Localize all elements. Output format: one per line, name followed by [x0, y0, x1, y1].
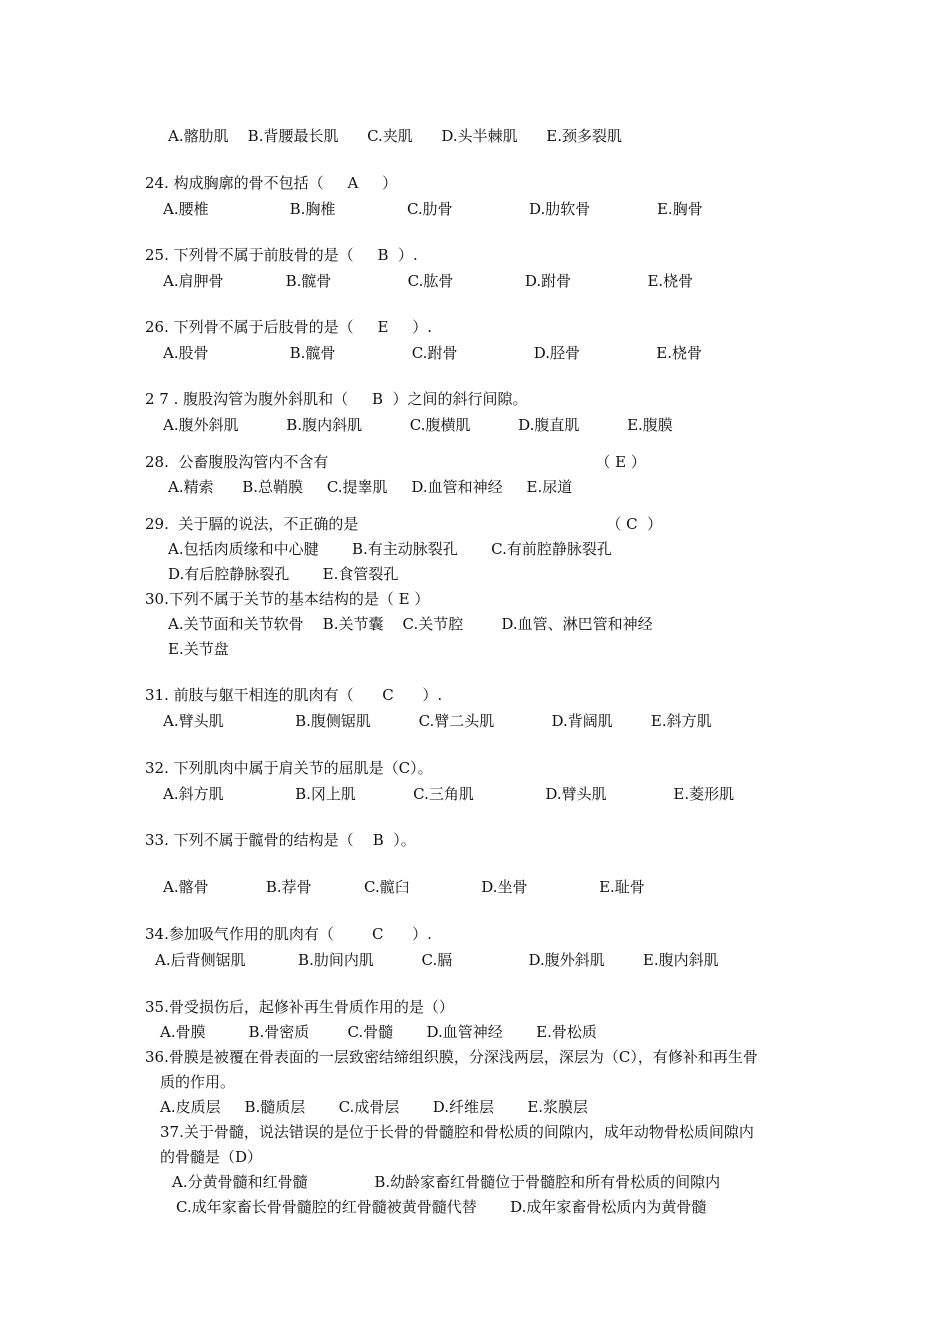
q24-options: A.腰椎 B.胸椎 C.肋骨 D.肋软骨 E.胸骨: [163, 200, 703, 218]
q31-question: 31. 前肢与躯干相连的肌肉有（ C ）.: [145, 686, 443, 704]
q34-question: 34.参加吸气作用的肌肉有（ C ）.: [145, 925, 432, 943]
q35-options: A.骨膜 B.骨密质 C.骨髓 D.血管神经 E.骨松质: [160, 1023, 597, 1041]
q34-options: A.后背侧锯肌 B.肋间内肌 C.膈 D.腹外斜肌 E.腹内斜肌: [155, 951, 719, 969]
q30-question: 30.下列不属于关节的基本结构的是（ E ）: [145, 590, 430, 608]
q25-question: 25. 下列骨不属于前肢骨的是（ B ）.: [145, 246, 418, 264]
q29-question: 29. 关于膈的说法，不正确的是 （ C ）: [145, 515, 663, 533]
q23-options: A.髂肋肌 B.背腰最长肌 C.夹肌 D.头半棘肌 E.颈多裂肌: [168, 127, 622, 145]
q31-options: A.臂头肌 B.腹侧锯肌 C.臂二头肌 D.背阔肌 E.斜方肌: [163, 712, 712, 730]
q29-options-2: D.有后腔静脉裂孔 E.食管裂孔: [168, 565, 399, 583]
q25-options: A.肩胛骨 B.髋骨 C.肱骨 D.跗骨 E.桡骨: [163, 272, 694, 290]
q27-question: 2 7 . 腹股沟管为腹外斜肌和（ B ）之间的斜行间隙。: [145, 390, 528, 408]
q37-options-2: C.成年家畜长骨骨髓腔的红骨髓被黄骨髓代替 D.成年家畜骨松质内为黄骨髓: [176, 1198, 707, 1216]
q29-options-1: A.包括肉质缘和中心腱 B.有主动脉裂孔 C.有前腔静脉裂孔: [168, 540, 612, 558]
q37-question-1: 37.关于骨髓，说法错误的是位于长骨的骨髓腔和骨松质的间隙内，成年动物骨松质间隙内: [160, 1123, 754, 1141]
q24-question: 24. 构成胸廓的骨不包括（ A ）: [145, 174, 398, 192]
q36-options: A.皮质层 B.髓质层 C.成骨层 D.纤维层 E.浆膜层: [160, 1098, 589, 1116]
q32-options: A.斜方肌 B.冈上肌 C.三角肌 D.臂头肌 E.菱形肌: [163, 785, 735, 803]
q32-question: 32. 下列肌肉中属于肩关节的屈肌是（C）。: [145, 759, 433, 777]
q37-question-2: 的骨髓是（D）: [160, 1148, 263, 1166]
q28-options: A.精索 B.总鞘膜 C.提睾肌 D.血管和神经 E.尿道: [168, 478, 573, 496]
q36-question-1: 36.骨膜是被覆在骨表面的一层致密结缔组织膜，分深浅两层，深层为（C），有修补和再生骨: [145, 1048, 758, 1066]
q28-question: 28. 公畜腹股沟管内不含有 （ E ）: [145, 453, 646, 471]
q33-question: 33. 下列不属于髋骨的结构是（ B ）。: [145, 831, 416, 849]
q26-question: 26. 下列骨不属于后肢骨的是（ E ）.: [145, 318, 433, 336]
q30-options-1: A.关节面和关节软骨 B.关节囊 C.关节腔 D.血管、淋巴管和神经: [168, 615, 653, 633]
q36-question-2: 质的作用。: [160, 1073, 236, 1091]
q33-options: A.髂骨 B.荐骨 C.髋臼 D.坐骨 E.耻骨: [163, 878, 645, 896]
q27-options: A.腹外斜肌 B.腹内斜肌 C.腹横肌 D.腹直肌 E.腹膜: [163, 416, 673, 434]
q37-options-1: A.分黄骨髓和红骨髓 B.幼龄家畜红骨髓位于骨髓腔和所有骨松质的间隙内: [172, 1173, 721, 1191]
q35-question: 35.骨受损伤后，起修补再生骨质作用的是（）: [145, 998, 454, 1016]
q30-options-2: E.关节盘: [168, 640, 229, 658]
q26-options: A.股骨 B.髋骨 C.跗骨 D.胫骨 E.桡骨: [163, 344, 703, 362]
